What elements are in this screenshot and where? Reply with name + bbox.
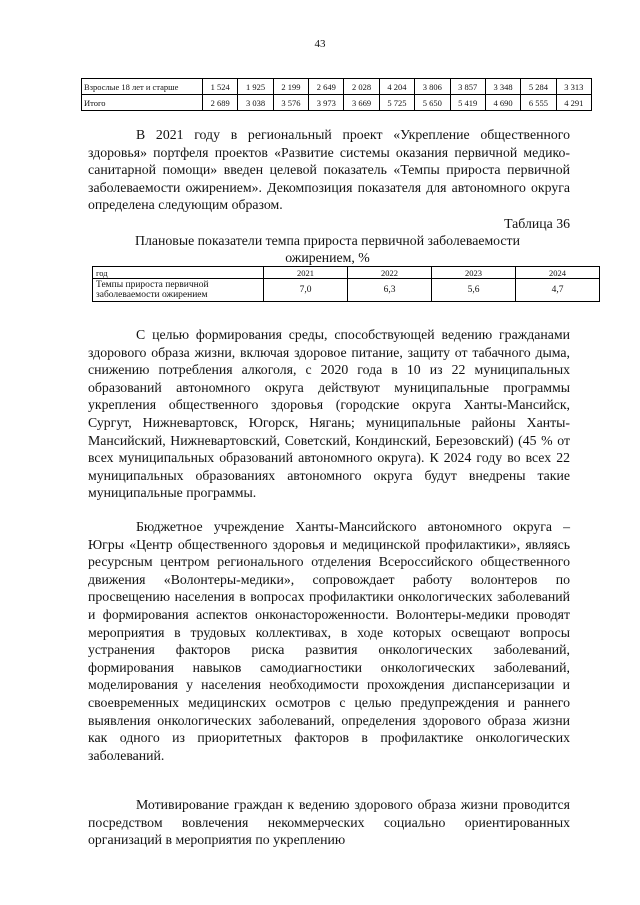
paragraph-3 xyxy=(88,518,570,764)
plan-year: 2022 xyxy=(348,267,432,279)
top-cell: 4 291 xyxy=(556,95,591,111)
top-cell: 5 650 xyxy=(415,95,450,111)
plan-value: 4,7 xyxy=(516,279,600,302)
paragraph-4 xyxy=(88,796,570,849)
top-cell: 5 725 xyxy=(379,95,414,111)
plan-table-header-row xyxy=(93,267,600,279)
top-row-label: Взрослые 18 лет и старше xyxy=(82,79,203,95)
top-cell: 1 925 xyxy=(238,79,273,95)
plan-table xyxy=(92,266,600,302)
top-cell: 2 689 xyxy=(203,95,238,111)
top-cell: 1 524 xyxy=(203,79,238,95)
top-table xyxy=(81,78,592,111)
top-cell: 3 806 xyxy=(415,79,450,95)
plan-value: 7,0 xyxy=(264,279,348,302)
table-number: Таблица 36 xyxy=(504,216,570,231)
top-cell: 3 973 xyxy=(309,95,344,111)
top-table-row xyxy=(82,95,592,111)
top-table-row xyxy=(82,79,592,95)
plan-table-value-row xyxy=(93,279,600,302)
top-cell: 2 199 xyxy=(273,79,308,95)
table-title: Плановые показатели темпа прироста первичной заболеваемости ожирением, % xyxy=(135,233,520,265)
top-cell: 4 204 xyxy=(379,79,414,95)
top-row-label: Итого xyxy=(82,95,203,111)
paragraph-1-text: В 2021 году в региональный проект «Укрепление общественного здоровья» портфеля проектов «Развитие системы оказания первичной медико-санитарной помощи» введен целевой показатель «Темпы прироста первичной заболеваемости ожирением». Декомпозиция показателя для автономного округа определена следующим образом. xyxy=(88,127,570,213)
top-cell: 3 313 xyxy=(556,79,591,95)
paragraph-2 xyxy=(88,326,570,502)
top-cell: 5 284 xyxy=(521,79,556,95)
paragraph-3-text: Бюджетное учреждение Ханты-Мансийского автономного округа – Югры «Центр общественного здоровья и медицинской профилактики», являясь ресурсным центром регионального отделения Всероссийского общественного движения «Волонтеры-медики», сопровождает работу волонтеров по просвещению населения в вопросах профилактики онкологических заболеваний и формирования аспектов онконастороженности. Волонтеры-медики проводят мероприятия в трудовых коллективах, в ходе которых освещают вопросы устранения факторов риска развития онкологических заболеваний, формирования навыков самодиагностики онкологических заболеваний, моделирования у населения необходимости прохождения диспансеризации и своевременных медицинских осмотров с целью предупреждения и раннего выявления онкологических заболеваний, определения здорового образа жизни как одного из приоритетных факторов в профилактике онкологических заболеваний. xyxy=(88,519,570,763)
top-cell: 3 669 xyxy=(344,95,379,111)
top-cell: 3 038 xyxy=(238,95,273,111)
page-number: 43 xyxy=(314,38,326,50)
top-cell: 4 690 xyxy=(485,95,520,111)
top-cell: 3 348 xyxy=(485,79,520,95)
top-cell: 5 419 xyxy=(450,95,485,111)
plan-value: 5,6 xyxy=(432,279,516,302)
top-cell: 3 576 xyxy=(273,95,308,111)
plan-row-label: Темпы прироста первичной заболеваемости ожирением xyxy=(93,279,264,302)
top-cell: 6 555 xyxy=(521,95,556,111)
plan-year: 2021 xyxy=(264,267,348,279)
plan-header-label: год xyxy=(93,267,264,279)
paragraph-1 xyxy=(88,126,570,214)
plan-year: 2024 xyxy=(516,267,600,279)
paragraph-4-text: Мотивирование граждан к ведению здорового образа жизни проводится посредством вовлечения некоммерческих социально ориентированных организаций в мероприятия по укреплению xyxy=(88,797,570,848)
plan-year: 2023 xyxy=(432,267,516,279)
plan-value: 6,3 xyxy=(348,279,432,302)
top-cell: 3 857 xyxy=(450,79,485,95)
top-cell: 2 028 xyxy=(344,79,379,95)
paragraph-2-text: С целью формирования среды, способствующей ведению гражданами здорового образа жизни, включая здоровое питание, защиту от табачного дыма, снижению потребления алкоголя, с 2020 года в 10 из 22 муниципальных образований автономного округа действуют муниципальные программы укрепления общественного здоровья (городские округа Ханты-Мансийск, Сургут, Нижневартовск, Югорск, Нягань; муниципальные районы Ханты-Мансийский, Нижневартовский, Советский, Кондинский, Березовский) (45 % от всех муниципальных образований автономного округа). К 2024 году во всех 22 муниципальных образованиях автономного округа будут внедрены такие муниципальные программы. xyxy=(88,327,570,501)
top-cell: 2 649 xyxy=(309,79,344,95)
